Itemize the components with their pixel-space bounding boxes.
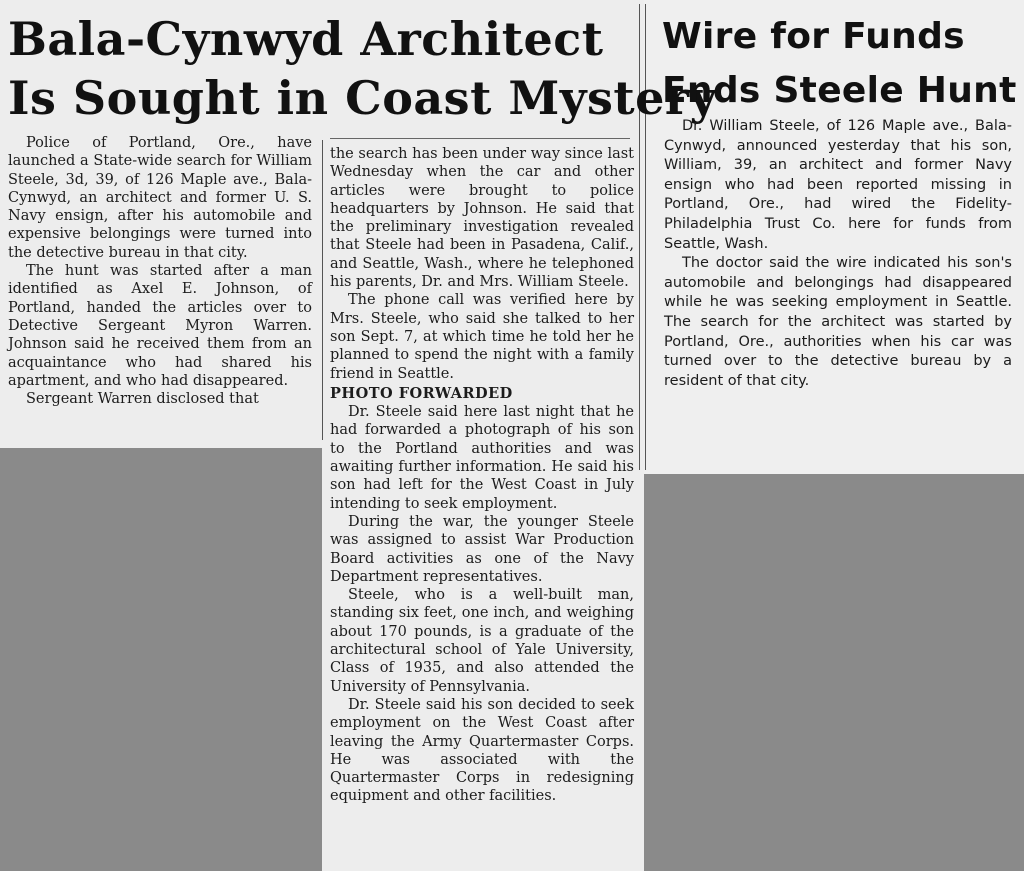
article-column-2: [330, 145, 634, 806]
paragraph: Dr. Steele said here last night that he had forwarded a photograph of his son to the Portland authorities and was awaiting further information. He said his son had left for the West Coast in July intending to seek employment.: [330, 404, 634, 512]
column-rule: [322, 140, 323, 440]
headline-bala-cynwyd: [8, 10, 717, 128]
headline-line: Is Sought in Coast Mystery: [8, 71, 717, 125]
headline-wire-for-funds: [662, 10, 1017, 118]
headline-line: Bala-Cynwyd Architect: [8, 12, 604, 66]
article-column-right: [664, 117, 1012, 391]
paragraph: the search has been under way since last Wednesday when the car and other articles were brought to police headquarters by Johnson. He said that the preliminary investigation revealed that Steele had been in Pasadena, Calif., and Seattle, Wash., where he telephoned his parents, Dr. and Mrs. William Steele.: [330, 146, 634, 291]
paragraph: Sergeant Warren disclosed that: [26, 391, 259, 408]
paragraph: During the war, the younger Steele was assigned to assist War Production Board activities as one of the Navy Department representatives.: [330, 513, 634, 585]
paragraph: Steele, who is a well-built man, standing six feet, one inch, and weighing about 170 pounds, is a graduate of the architectural school of Yale University, Class of 1935, and also attended the University of Pennsylvania.: [330, 587, 634, 695]
headline-line: Ends Steele Hunt: [662, 70, 1017, 111]
article-column-1: [8, 134, 312, 408]
paragraph: Dr. Steele said his son decided to seek employment on the West Coast after leaving the Army Quartermaster Corps. He was associated with the Quartermaster Corps in redesigning equipment and other facilities.: [330, 696, 634, 805]
paragraph: The phone call was verified here by Mrs. Steele, who said she talked to her son Sept. 7, at which time he told her he planned to spend the night with a family friend in Seattle.: [330, 292, 634, 382]
paragraph: Dr. William Steele, of 126 Maple ave., Bala-Cynwyd, announced yesterday that his son, William, 39, an architect and former Navy ensign who had been reported missing in Portland, Ore., had wired the Fidelity-Philadelphia Trust Co. here for funds from Seattle, Wash.: [664, 118, 1012, 252]
paragraph: The hunt was started after a man identified as Axel E. Johnson, of Portland, handed the articles over to Detective Sergeant Myron Warren. Johnson said he received them from an acquaintance who had shared his apartment, and who had disappeared.: [8, 263, 312, 389]
paragraph: Police of Portland, Ore., have launched a State-wide search for William Steele, 3d, 39, of 126 Maple ave., Bala-Cynwyd, an architect and former U. S. Navy ensign, after his automobile and expensive belongings were turned into the detective bureau in that city.: [8, 135, 312, 261]
headline-line: Wire for Funds: [662, 16, 965, 57]
headline-rule: [330, 138, 630, 139]
subheading: PHOTO FORWARDED: [330, 384, 513, 402]
paragraph: The doctor said the wire indicated his son's automobile and belongings had disappeared while he was seeking employment in Seattle. The search for the architect was started by Portland, Ore., authorities when his car was turned over to the detective bureau by a resident of that city.: [664, 255, 1012, 389]
